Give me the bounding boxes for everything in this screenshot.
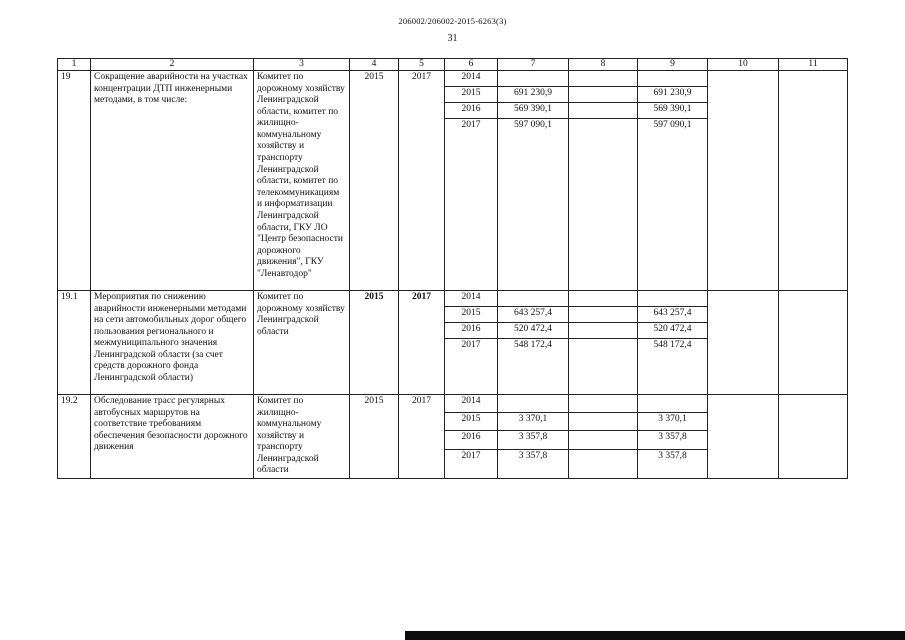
col10-cell xyxy=(708,71,779,291)
col9-value: 597 090,1 xyxy=(638,119,708,291)
col7-value: 691 230,9 xyxy=(498,87,569,103)
page-number: 31 xyxy=(447,33,458,44)
col9-value: 520 472,4 xyxy=(638,323,708,339)
col7-value xyxy=(498,395,569,413)
col7-value: 3 357,8 xyxy=(498,431,569,449)
col8-value xyxy=(569,413,638,431)
end-year: 2017 xyxy=(399,291,445,395)
col7-value: 3 370,1 xyxy=(498,413,569,431)
column-header: 1 xyxy=(58,59,91,71)
col8-value xyxy=(569,119,638,291)
col9-value xyxy=(638,291,708,307)
col9-value: 548 172,4 xyxy=(638,339,708,395)
col8-value xyxy=(569,87,638,103)
col8-value xyxy=(569,71,638,87)
column-header: 11 xyxy=(779,59,848,71)
col9-value: 3 370,1 xyxy=(638,413,708,431)
col8-value xyxy=(569,431,638,449)
col8-value xyxy=(569,449,638,479)
col9-value: 569 390,1 xyxy=(638,103,708,119)
column-header: 7 xyxy=(498,59,569,71)
measure-name: Сокращение аварийности на участках концентрации ДТП инженерными методами, в том числе: xyxy=(91,71,254,291)
col7-value: 520 472,4 xyxy=(498,323,569,339)
year-cell: 2017 xyxy=(445,449,498,479)
col7-value xyxy=(498,291,569,307)
year-cell: 2016 xyxy=(445,323,498,339)
measure-name: Обследование трасс регулярных автобусных маршрутов на соответствие требованиям обеспечения безопасности дорожного движения xyxy=(91,395,254,479)
column-header: 6 xyxy=(445,59,498,71)
table-row xyxy=(58,71,848,87)
year-cell: 2015 xyxy=(445,87,498,103)
col9-value: 691 230,9 xyxy=(638,87,708,103)
year-cell: 2014 xyxy=(445,395,498,413)
col7-value: 643 257,4 xyxy=(498,307,569,323)
col8-value xyxy=(569,323,638,339)
col10-cell xyxy=(708,395,779,479)
col9-value: 643 257,4 xyxy=(638,307,708,323)
col8-value xyxy=(569,291,638,307)
executor: Комитет по жилищно-коммунальному хозяйству и транспорту Ленинградской области xyxy=(254,395,350,479)
column-header: 2 xyxy=(91,59,254,71)
row-number: 19 xyxy=(58,71,91,291)
year-cell: 2016 xyxy=(445,103,498,119)
col9-value xyxy=(638,71,708,87)
program-table xyxy=(57,58,848,479)
col7-value: 569 390,1 xyxy=(498,103,569,119)
col8-value xyxy=(569,103,638,119)
year-cell: 2014 xyxy=(445,71,498,87)
col8-value xyxy=(569,395,638,413)
table-row xyxy=(58,291,848,307)
col11-cell xyxy=(779,71,848,291)
col7-value: 3 357,8 xyxy=(498,449,569,479)
col9-value xyxy=(638,395,708,413)
column-header: 10 xyxy=(708,59,779,71)
col11-cell xyxy=(779,291,848,395)
col9-value: 3 357,8 xyxy=(638,449,708,479)
column-header: 3 xyxy=(254,59,350,71)
measure-name: Мероприятия по снижению аварийности инженерными методами на сети автомобильных дорог общего пользования регионального и межмуниципального значения Ленинградской области (за счет средств дорожного фонда Ленинградской области) xyxy=(91,291,254,395)
year-cell: 2017 xyxy=(445,339,498,395)
col7-value: 597 090,1 xyxy=(498,119,569,291)
start-year: 2015 xyxy=(350,395,399,479)
end-year: 2017 xyxy=(399,395,445,479)
year-cell: 2014 xyxy=(445,291,498,307)
column-header: 4 xyxy=(350,59,399,71)
col8-value xyxy=(569,307,638,323)
row-number: 19.1 xyxy=(58,291,91,395)
executor: Комитет по дорожному хозяйству Ленинградской области xyxy=(254,291,350,395)
row-number: 19.2 xyxy=(58,395,91,479)
col11-cell xyxy=(779,395,848,479)
executor: Комитет по дорожному хозяйству Ленинградской области, комитет по жилищно-коммунальному хозяйству и транспорту Ленинградской области, комитет по телекоммуникациям и информатизации Ленинградской области, ГКУ ЛО "Центр безопасности дорожного движения", ГКУ "Ленавтодор" xyxy=(254,71,350,291)
column-header: 8 xyxy=(569,59,638,71)
scan-edge-bar xyxy=(405,631,905,640)
column-header: 9 xyxy=(638,59,708,71)
start-year: 2015 xyxy=(350,291,399,395)
col9-value: 3 357,8 xyxy=(638,431,708,449)
year-cell: 2015 xyxy=(445,413,498,431)
col8-value xyxy=(569,339,638,395)
year-cell: 2016 xyxy=(445,431,498,449)
table-row xyxy=(58,395,848,413)
col7-value: 548 172,4 xyxy=(498,339,569,395)
col7-value xyxy=(498,71,569,87)
start-year: 2015 xyxy=(350,71,399,291)
year-cell: 2017 xyxy=(445,119,498,291)
document-id: 206002/206002-2015-6263(3) xyxy=(398,16,507,26)
end-year: 2017 xyxy=(399,71,445,291)
year-cell: 2015 xyxy=(445,307,498,323)
col10-cell xyxy=(708,291,779,395)
column-header-row xyxy=(58,59,848,71)
column-header: 5 xyxy=(399,59,445,71)
